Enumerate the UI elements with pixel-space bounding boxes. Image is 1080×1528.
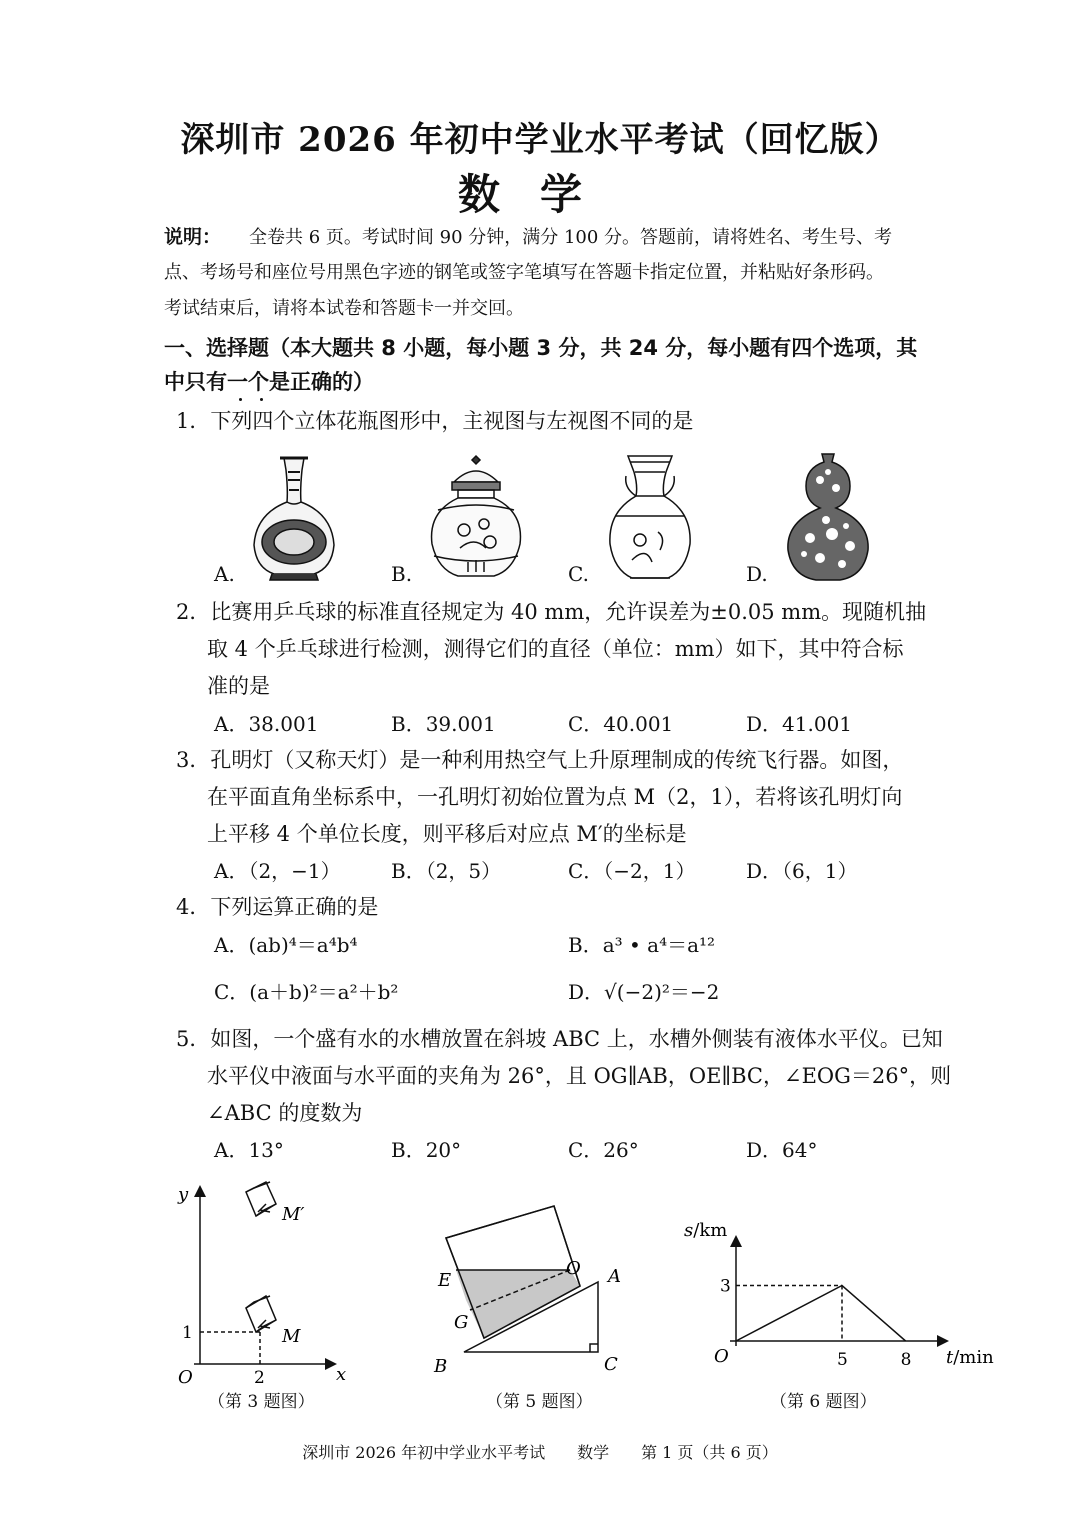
q2-text-line1: 2．比赛用乒乓球的标准直径规定为 40 mm，允许误差为±0.05 mm。现随机抽 — [176, 600, 927, 624]
lantern-m-icon — [246, 1296, 276, 1332]
fig6-series-line — [736, 1286, 906, 1342]
q4-option-b: B．a³ • a⁴＝a¹² — [568, 933, 716, 957]
vase-b-image — [424, 452, 528, 582]
instructions-line2: 点、考场号和座位号用黑色字迹的钢笔或签字笔填写在答题卡指定位置，并粘贴好条形码。 — [164, 262, 884, 283]
fig5-label-c: C — [604, 1354, 618, 1375]
q2-text-line3: 准的是 — [207, 674, 270, 698]
fig5-label-o: O — [566, 1258, 581, 1279]
q1-option-c: C. — [568, 562, 589, 586]
page-footer: 深圳市 2026 年初中学业水平考试 数学 第 1 页（共 6 页） — [302, 1443, 778, 1462]
q2-option-a: A．38.001 — [214, 712, 319, 736]
q5-option-a: A．13° — [214, 1138, 284, 1162]
figure-5 — [430, 1190, 630, 1380]
q5-option-c: C．26° — [568, 1138, 639, 1162]
exam-title: 深圳市 2026 年初中学业水平考试（回忆版） — [180, 120, 900, 160]
q3-text-line3: 上平移 4 个单位长度，则平移后对应点 M′的坐标是 — [207, 822, 687, 846]
fig6-tick-y: 3 — [720, 1276, 731, 1297]
instructions-label: 说明： — [164, 226, 222, 248]
q3-text-line2: 在平面直角坐标系中，一孔明灯初始位置为点 M（2，1），若将该孔明灯向 — [207, 785, 903, 809]
q1-text: 1．下列四个立体花瓶图形中，主视图与左视图不同的是 — [176, 409, 694, 433]
q5-option-d: D．64° — [746, 1138, 818, 1162]
fig6-caption: （第 6 题图） — [770, 1392, 877, 1412]
fig5-label-g: G — [454, 1312, 469, 1333]
fig3-origin-label: O — [178, 1367, 193, 1388]
q2-option-b: B．39.001 — [391, 712, 496, 736]
fig5-caption: （第 5 题图） — [486, 1392, 593, 1412]
q5-text-line3: ∠ABC 的度数为 — [207, 1101, 363, 1125]
q3-option-b: B．（2，5） — [391, 859, 502, 883]
fig6-x-label: t/min — [946, 1347, 994, 1368]
q2-option-d: D．41.001 — [746, 712, 853, 736]
q3-option-a: A．（2，−1） — [214, 859, 341, 883]
instructions-text1: 全卷共 6 页。考试时间 90 分钟，满分 100 分。答题前，请将姓名、考生号、考 — [249, 227, 893, 248]
q3-option-c: C．（−2，1） — [568, 859, 696, 883]
emphasis-dot — [239, 398, 242, 401]
emphasis-dot — [260, 398, 263, 401]
instructions-line3: 考试结束后，请将本试卷和答题卡一并交回。 — [164, 298, 524, 319]
fig5-label-a: A — [608, 1266, 621, 1287]
q2-option-c: C．40.001 — [568, 712, 674, 736]
fig6-origin-label: O — [714, 1346, 729, 1367]
vase-a-image — [244, 450, 344, 582]
fig3-caption: （第 3 题图） — [208, 1392, 315, 1412]
fig3-y-label: y — [178, 1184, 189, 1205]
q4-text: 4．下列运算正确的是 — [176, 895, 379, 919]
fig6-y-label: s/km — [684, 1220, 728, 1241]
q5-text-line2: 水平仪中液面与水平面的夹角为 26°，且 OG∥AB，OE∥BC，∠EOG＝26°，则 — [207, 1064, 952, 1088]
q4-option-a: A．(ab)⁴＝a⁴b⁴ — [214, 933, 358, 957]
figure-6 — [680, 1210, 1000, 1380]
fig3-tick-y: 1 — [182, 1323, 193, 1343]
fig3-tick-x: 2 — [254, 1368, 265, 1388]
q1-option-a: A. — [214, 562, 235, 586]
q3-text-line1: 3．孔明灯（又称天灯）是一种利用热空气上升原理制成的传统飞行器。如图， — [176, 748, 904, 772]
q2-text-line2: 取 4 个乒乓球进行检测，测得它们的直径（单位：mm）如下，其中符合标 — [207, 637, 904, 661]
figure-3 — [170, 1180, 360, 1390]
fig6-tick-x2: 8 — [900, 1350, 912, 1370]
vase-d-image — [780, 450, 876, 584]
subject-title: 数学 — [457, 170, 622, 219]
fig3-point-m: M — [282, 1326, 301, 1347]
fig5-label-b: B — [434, 1356, 448, 1377]
q5-text-line1: 5．如图，一个盛有水的水槽放置在斜坡 ABC 上，水槽外侧装有液体水平仪。已知 — [176, 1027, 943, 1051]
instructions-line1 — [164, 219, 892, 256]
q4-option-d: D．√(−2)²＝−2 — [568, 980, 720, 1004]
vase-c-image — [602, 452, 698, 582]
section1-line2: 中只有一个是正确的） — [164, 370, 374, 394]
q1-option-b: B. — [391, 562, 413, 586]
section1-line1: 一、选择题（本大题共 8 小题，每小题 3 分，共 24 分，每小题有四个选项，其 — [164, 336, 918, 360]
fig3-x-label: x — [336, 1364, 347, 1385]
fig5-label-e: E — [438, 1270, 452, 1291]
q3-option-d: D．（6，1） — [746, 859, 858, 883]
q4-option-c: C．(a＋b)²＝a²＋b² — [214, 980, 399, 1004]
fig3-point-m-prime: M′ — [282, 1204, 305, 1225]
q1-option-d: D. — [746, 562, 768, 586]
lantern-m-prime-icon — [246, 1182, 276, 1216]
q5-option-b: B．20° — [391, 1138, 462, 1162]
fig6-tick-x1: 5 — [837, 1350, 848, 1370]
